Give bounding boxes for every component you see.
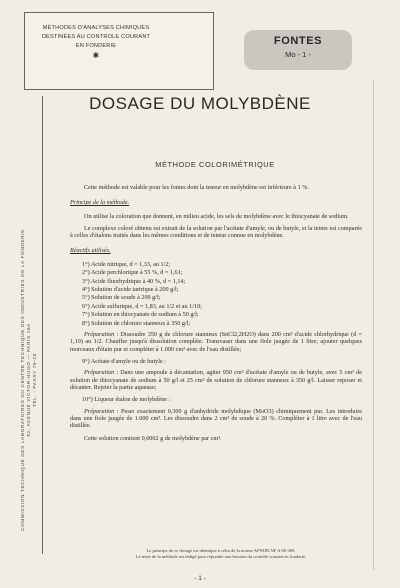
side-imprint-line-3: TÉL. : PASSY 75-20 bbox=[32, 352, 38, 408]
section-tab bbox=[244, 30, 352, 70]
preparation-text: : Dans une ampoule à décantation, agiter 950 cm³ d'acétate d'amyle ou de butyle, avec 5 cm³ de solution de thiocyanate de sodium à 50 g/l et 25 cm³ de solution de chlorure stanneux à 350 g/l. Laisser reposer et décanter. Rejeter la partie aqueuse; bbox=[70, 369, 362, 391]
reagent-item: 5°) Solution de soude à 200 g/l; bbox=[82, 294, 161, 302]
side-imprint-line-1: COMMISSION TECHNIQUE DES LABORATOIRES DU CENTRE TECHNIQUE DES INDUSTRIES DE LA FONDERIE bbox=[20, 228, 25, 532]
series-header-box bbox=[24, 12, 214, 90]
preparation-label: Préparation bbox=[84, 369, 115, 377]
reagent-item: 6°) Acide sulfurique, d = 1,83, au 1/2 et au 1/10; bbox=[82, 302, 202, 310]
reagent-item: 3°) Acide fluorhydrique à 40 %, d = 1,14; bbox=[82, 277, 186, 285]
preparation-paragraph-2 bbox=[70, 369, 362, 391]
preparation-label: Préparation bbox=[84, 331, 115, 339]
principle-heading: Principe de la méthode. bbox=[70, 199, 130, 207]
side-imprint bbox=[20, 200, 54, 560]
reagent-list-2 bbox=[70, 358, 362, 366]
section-tab-subtitle: Mo - 1 - bbox=[285, 50, 311, 59]
right-edge-rule bbox=[373, 80, 374, 570]
reagents-heading: Réactifs utilisés. bbox=[70, 247, 111, 255]
page-title: DOSAGE DU MOLYBDÈNE bbox=[89, 94, 311, 113]
reagent-item: 10°) Liqueur étalon de molybdène : bbox=[82, 396, 171, 404]
star-icon: ✱ bbox=[92, 51, 100, 60]
preparation-label: Préparation bbox=[84, 407, 115, 415]
series-header-line-1: MÉTHODES D'ANALYSES CHIMIQUES bbox=[42, 25, 150, 31]
preparation-text: : Peser exactement 0,300 g d'anhydride molybdique (MoO3) chimiquement pur. Les introduire dans une fiole jaugée de 1.000 cm³. Les dissoudre dans 2 cm³ de soude à 20 %. Compléter à 1 litre avec de l'eau distillée. bbox=[70, 407, 362, 430]
reagent-item: 8°) Solution de chlorure stanneux à 350 g/l; bbox=[82, 319, 191, 327]
preparation-paragraph-3 bbox=[70, 408, 362, 430]
reagent-item: 7°) Solution en thiocyanate de sodium à 50 g/l; bbox=[82, 311, 199, 319]
footnote-line-1: Le principe de ce dosage est identique à celui de la norme AFNOR NF A 06-309. bbox=[146, 548, 296, 553]
section-tab-title: FONTES bbox=[273, 35, 323, 47]
principle-paragraph-2: Le complexe coloré obtenu est extrait de la solution par l'acétate d'amyle, ou de butyle, et la teinte est comparée à celles d'étalons traités dans les mêmes conditions et de teneur connue en molybdène. bbox=[70, 224, 362, 240]
preparation-paragraph-1 bbox=[70, 331, 362, 353]
method-heading: MÉTHODE COLORIMÉTRIQUE bbox=[155, 160, 275, 169]
document-body bbox=[70, 184, 362, 447]
reagent-item: 2°) Acide perchlorique à 55 %, d = 1,61; bbox=[82, 269, 183, 277]
preparation-text: : Dissoudre 350 g de chlorure stanneux (SnCl2,2H2O) dans 200 cm³ d'acide chlorhydrique (d = 1,19) au 1/2. Chauffer jusqu'à dissolution complète. Transvaser dans une fiole jaugée de 1 litre; ajouter quelques morceaux d'étain pur et compléter à 1.000 cm³ avec de l'eau distillée; bbox=[70, 331, 362, 353]
reagent-list-3 bbox=[70, 396, 362, 404]
closing-line: Cette solution contient 0,0002 g de molybdène par cm³. bbox=[84, 434, 222, 442]
footnote-line-2: Le texte de la méthode est rédigé pour répondre aux besoins du contrôle courant en fonderie. bbox=[135, 554, 307, 560]
series-header-line-2: DESTINÉES AU CONTROLE COURANT bbox=[41, 34, 151, 40]
reagent-list bbox=[70, 261, 362, 328]
side-imprint-line-2: 92, AVENUE VICTOR-HUGO — PARIS 16e bbox=[26, 323, 32, 437]
footnote bbox=[86, 548, 356, 560]
reagent-item: 4°) Solution d'acide tartrique à 200 g/l; bbox=[82, 286, 179, 293]
principle-paragraph-1: On utilise la coloration que donnent, en milieu acide, les sels de molybdène avec le thiocyanate de sodium. bbox=[84, 212, 349, 220]
reagent-item: 1°) Acide nitrique, d = 1,33, au 1/2; bbox=[82, 260, 171, 268]
reagent-item: 9°) Acétate d'amyle ou de butyle : bbox=[82, 357, 166, 365]
page-number: - 1 - bbox=[194, 575, 206, 582]
intro-paragraph: Cette méthode est valable pour les fontes dont la teneur en molybdène est inférieure à 1 %. bbox=[84, 184, 309, 191]
series-header-text bbox=[31, 24, 161, 61]
series-header-line-3: EN FONDERIE bbox=[75, 43, 117, 49]
